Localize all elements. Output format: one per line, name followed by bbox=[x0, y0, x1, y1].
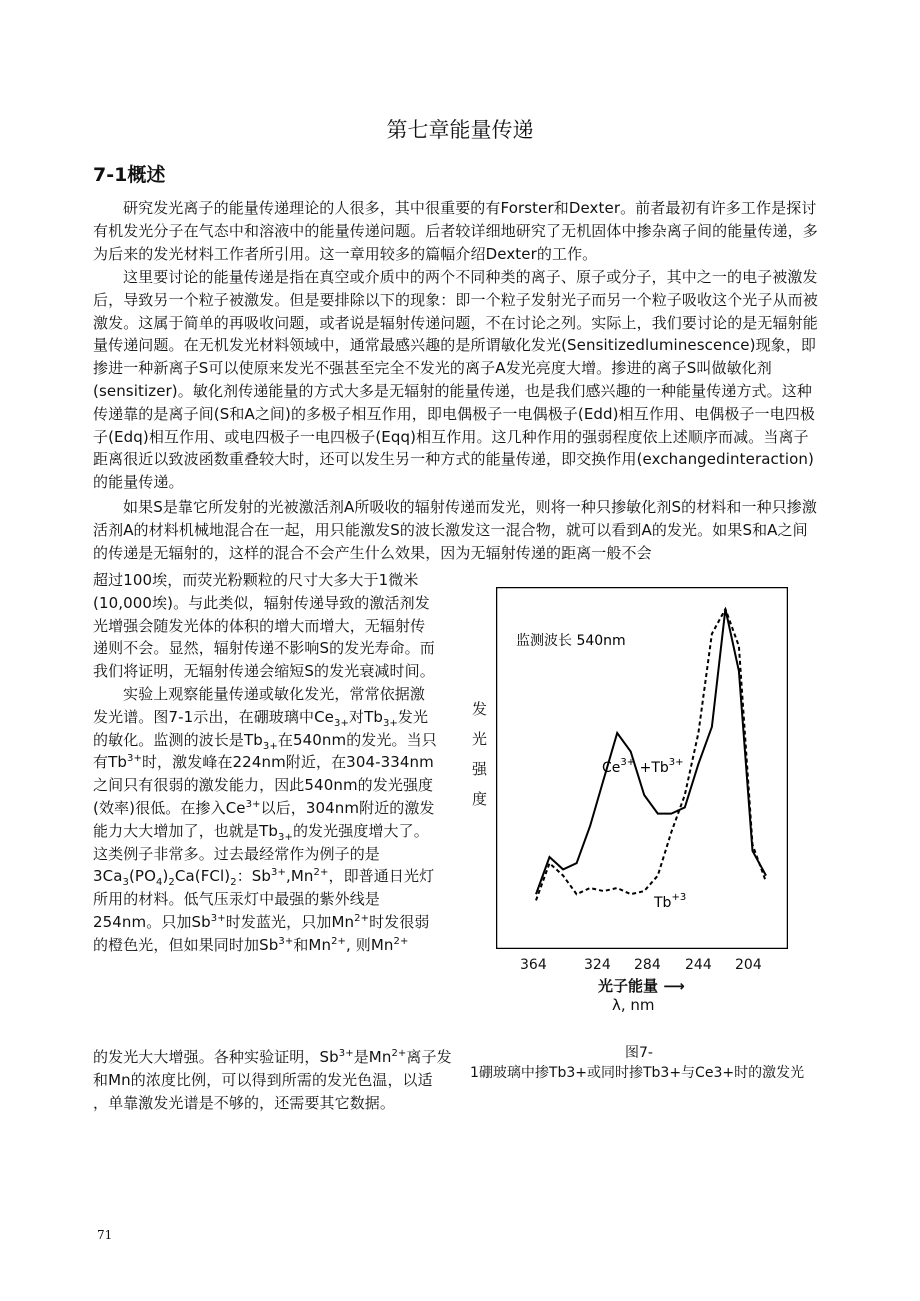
excitation-spectrum-chart bbox=[496, 587, 788, 949]
x-tick-labels bbox=[520, 957, 780, 977]
figure-caption-line-1: 图7- bbox=[625, 1045, 653, 1061]
paragraph-3: 如果S是靠它所发射的光被激活剂A所吸收的辐射传递而发光，则将一种只掺敏化剂S的材料和一种只掺激活剂A的材料机械地混合在一起，用只能激发S的波长激发这一混合物，就可以看到A的发光。如果S和A之间的传递是无辐射的，这样的混合不会产生什么效果，因为无辐射传递的距离一般不会 bbox=[93, 498, 818, 562]
tb-curve-label: $Tb^{+3}$ bbox=[654, 892, 687, 911]
page-number: 71 bbox=[97, 1228, 113, 1242]
ce-tb-curve-label: $Ce^{3+} +Tb^{3+}$ bbox=[602, 757, 684, 776]
paragraph-3-continued: 超过100埃，而荧光粉颗粒的尺寸大多大于1微米 bbox=[93, 571, 419, 589]
arrow-icon: ⟶ bbox=[663, 977, 685, 995]
left-column-text bbox=[93, 569, 438, 957]
figure-7-1 bbox=[496, 587, 788, 949]
paragraph-1: 研究发光离子的能量传递理论的人很多，其中很重要的有Forster和Dexter。前者最初有许多工作是探讨有机发光分子在气态中和溶液中的能量传递问题。后者较详细地研究了无机固体中掺杂离子间的能量传递，多为后来的发光材料工作者所引用。这一章用较多的篇幅介绍Dexter的工作。 bbox=[93, 199, 818, 263]
x-tick-364: 364 bbox=[520, 957, 547, 973]
paragraph-2: 这里要讨论的能量传递是指在真空或介质中的两个不同种类的离子、原子或分子，其中之一的电子被激发后，导致另一个粒子被激发。但是要排除以下的现象：即一个粒子发射光子而另一个粒子吸收这个光子从而被激发。这属于简单的再吸收问题，或者说是辐射传递问题，不在讨论之列。实际上，我们要讨论的是无辐射能量传递问题。在无机发光材料领域中，通常最感兴趣的是所谓敏化发光(Sensitizedluminescence)现象，即掺进一种新离子S可以使原来发光不强甚至完全不发光的离子A发光亮度大增。掺进的离子S叫做敏化剂(sensitizer)。敏化剂传递能量的方式大多是无辐射的能量传递，也是我们感兴趣的一种能量传递方式。这种传递靠的是离子间(S和A之间)的多极子相互作用，即电偶极子一电偶极子(Edd)相互作用、电偶极子一电四极子(Edq)相互作用、或电四极子一电四极子(Eqq)相互作用。这几种作用的强弱程度依上述顺序而减。当离子距离很近以致波函数重叠较大时，还可以发生另一种方式的能量传递，即交换作用(exchangedinteraction)的能量传递。 bbox=[93, 268, 818, 492]
x-tick-204: 204 bbox=[735, 957, 762, 973]
x-axis-unit: λ, nm bbox=[612, 996, 655, 1014]
tail-line-3: ，单靠激发光谱是不够的，还需要其它数据。 bbox=[93, 1093, 396, 1112]
x-axis-label: 光子能量 ⟶ bbox=[598, 977, 685, 995]
x-tick-244: 244 bbox=[685, 957, 712, 973]
x-tick-284: 284 bbox=[634, 957, 661, 973]
figure-caption-line-2: 1硼玻璃中掺Tb3+或同时掺Tb3+与Ce3+时的激发光 bbox=[466, 1062, 808, 1082]
tail-line-1: 的发光大大增强。各种实验证明，$Sb^{3+}$是$Mn^{2+}$离子发 bbox=[93, 1048, 452, 1066]
paragraph-4: 实验上观察能量传递或敏化发光，常常依据激发光谱。图7-1示出，在硼玻璃中$Ce_{3+}$对$Tb_{3+}$发光的敏化。监测的波长是$Tb_{3+}$在540nm的发光。当只有$Tb^{3+}$时，激发峰在224nm附近，在304-334nm之间只有很弱的激发能力，因此540nm的发光强度(效率)很低。在掺入$Ce^{3+}$以后，304nm附近的激发能力大大增加了，也就是$Tb_{3+}$的发光强度增大了。这类例子非常多。过去最经常作为例子的是$3Ca_3(PO_4)_2Ca(FCl)_2$：$Sb^{3+},Mn^{2+}$，即普通日光灯所用的材料。低气压汞灯中最强的紫外线是254nm。只加$Sb^{3+}$时发蓝光，只加$Mn^{2+}$时发很弱的橙色光，但如果同时加$Sb^{3+}$和$Mn^{2+}$, 则$Mn^{2+}$ bbox=[93, 684, 437, 954]
paragraph-3-continued-2: (10,000埃)。与此类似，辐射传递导致的激活剂发光增强会随发光体的体积的增大而增大，无辐射传递则不会。显然，辐射传递不影响S的发光寿命。而我们将证明，无辐射传递会缩短S的发光衰减时间。 bbox=[93, 593, 435, 681]
section-heading: 7-1概述 bbox=[93, 164, 166, 186]
y-axis-label: 发 光 强 度 bbox=[472, 700, 488, 808]
chapter-title: 第七章能量传递 bbox=[386, 118, 534, 142]
tail-line-2: 和Mn的浓度比例，可以得到所需的发光色温，以适 bbox=[93, 1070, 433, 1089]
monitor-wavelength-label: 监测波长 540nm bbox=[516, 633, 626, 649]
x-tick-324: 324 bbox=[584, 957, 611, 973]
